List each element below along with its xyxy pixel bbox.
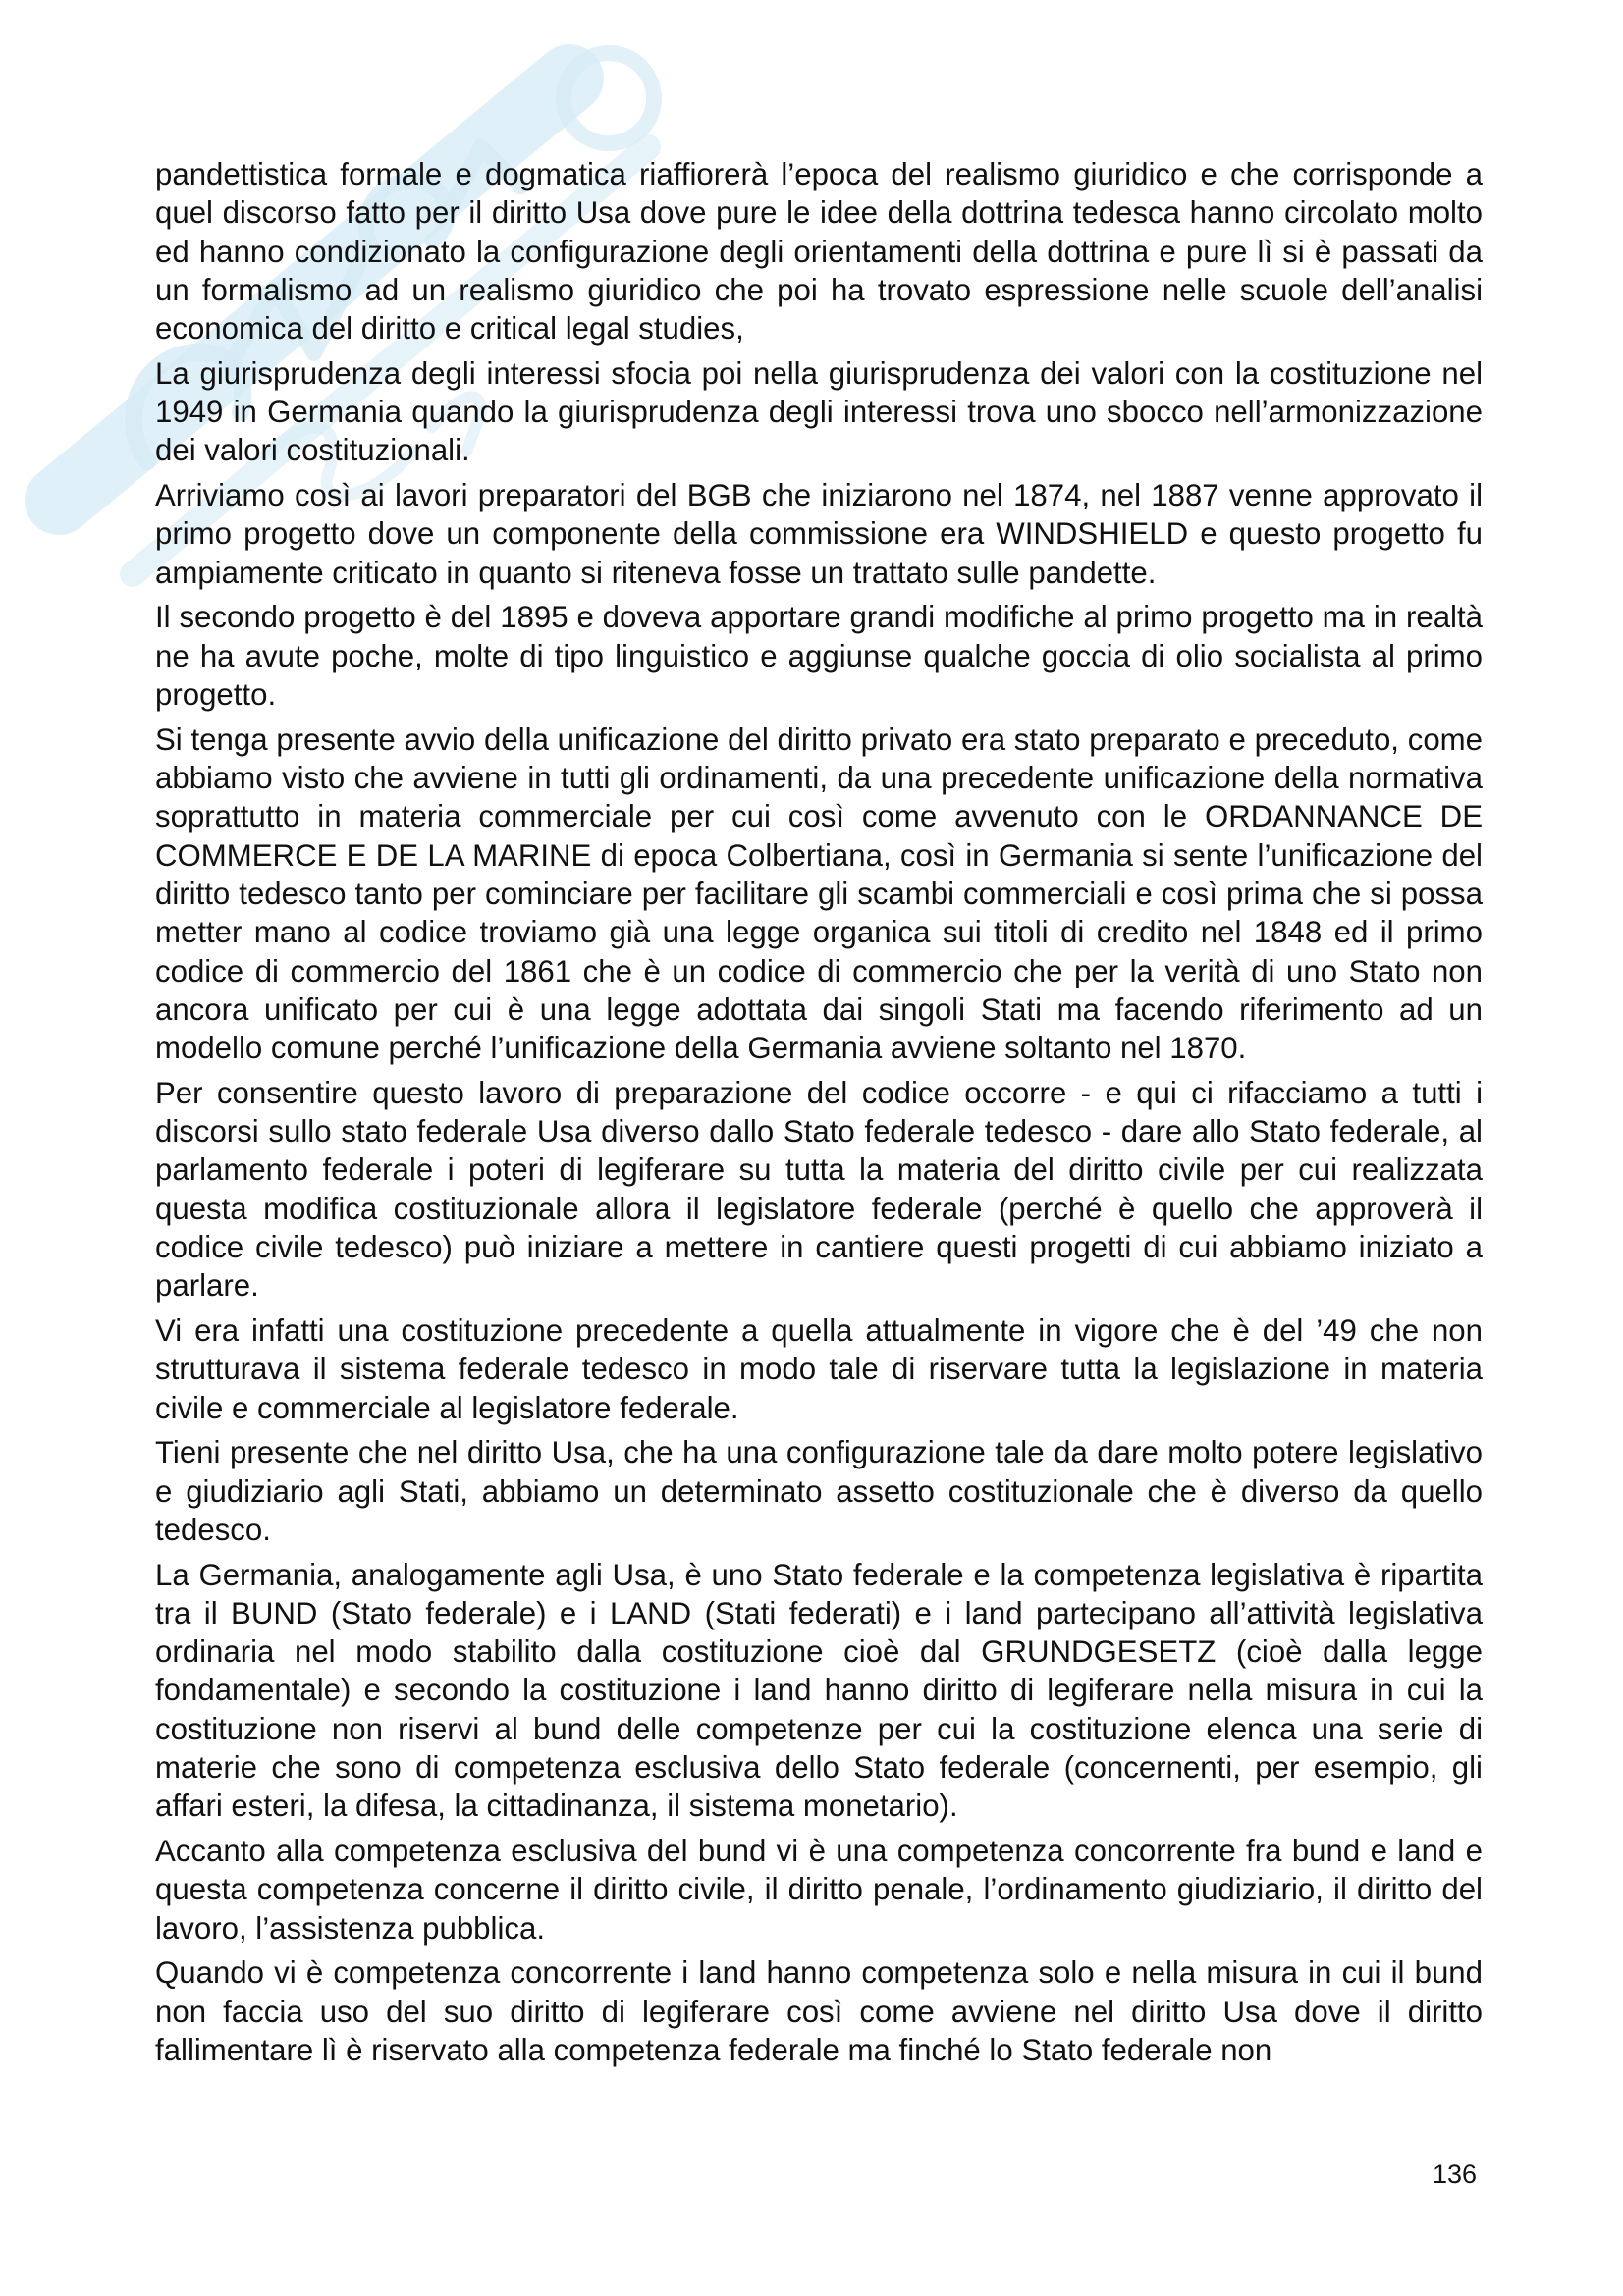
paragraph: Accanto alla competenza esclusiva del bund vi è una competenza concorrente fra bund e land e questa competenza concerne il diritto civile, il diritto penale, l’ordinamento giudiziario, il diritto del lavoro, l’assistenza pubblica.	[155, 1833, 1483, 1946]
paragraph: Quando vi è competenza concorrente i land hanno competenza solo e nella misura in cui il bund non faccia uso del suo diritto di legiferare così come avviene nel diritto Usa dove il diritto fallimentare lì è riservato alla competenza federale ma finché lo Stato federale non	[155, 1955, 1483, 2067]
paragraph: La Germania, analogamente agli Usa, è uno Stato federale e la competenza legislativa è ripartita tra il BUND (Stato federale) e i LAND (Stati federati) e i land partecipano all’attività legislativa ordinaria nel modo stabilito dalla costituzione cioè dal GRUNDGESETZ (cioè dalla legge fondamentale) e secondo la costituzione i land hanno diritto di legiferare nella misura in cui la costituzione non riservi al bund delle competenze per cui la costituzione elenca una serie di materie che sono di competenza esclusiva dello Stato federale (concernenti, per esempio, gli affari esteri, la difesa, la cittadinanza, il sistema monetario).	[155, 1557, 1483, 1824]
paragraph: Per consentire questo lavoro di preparazione del codice occorre - e qui ci rifacciamo a tutti i discorsi sullo stato federale Usa diverso dallo Stato federale tedesco - dare allo Stato federale, al parlamento federale i poteri di legiferare su tutta la materia del diritto civile per cui realizzata questa modifica costituzionale allora il legislatore federale (perché è quello che approverà il codice civile tedesco) può iniziare a mettere in cantiere questi progetti di cui abbiamo iniziato a parlare.	[155, 1075, 1483, 1304]
paragraph: Si tenga presente avvio della unificazione del diritto privato era stato preparato e preceduto, come abbiamo visto che avviene in tutti gli ordinamenti, da una precedente unificazione della normativa soprattutto in materia commerciale per cui così come avvenuto con le ORDANNANCE DE COMMERCE E DE LA MARINE di epoca Colbertiana, così in Germania si sente l’unificazione del diritto tedesco tanto per cominciare per facilitare gli scambi commerciali e così prima che si possa metter mano al codice troviamo già una legge organica sui titoli di credito nel 1848 ed il primo codice di commercio del 1861 che è un codice di commercio che per la verità di uno Stato non ancora unificato per cui è una legge adottata dai singoli Stati ma facendo riferimento ad un modello comune perché l’unificazione della Germania avviene soltanto nel 1870.	[155, 721, 1483, 1066]
body-text	[155, 155, 1483, 2076]
paragraph: Vi era infatti una costituzione precedente a quella attualmente in vigore che è del ’49 che non strutturava il sistema federale tedesco in modo tale di riservare tutta la legislazione in materia civile e commerciale al legislatore federale.	[155, 1312, 1483, 1425]
paragraph: pandettistica formale e dogmatica riaffiorerà l’epoca del realismo giuridico e che corrisponde a quel discorso fatto per il diritto Usa dove pure le idee della dottrina tedesca hanno circolato molto ed hanno condizionato la configurazione degli orientamenti della dottrina e pure lì si è passati da un formalismo ad un realismo giuridico che poi ha trovato espressione nelle scuole dell’analisi economica del diritto e critical legal studies,	[155, 157, 1483, 347]
page-number: 136	[1432, 2160, 1477, 2189]
paragraph: La giurisprudenza degli interessi sfocia poi nella giurisprudenza dei valori con la costituzione nel 1949 in Germania quando la giurisprudenza degli interessi trova uno sbocco nell’armonizzazione dei valori costituzionali.	[155, 355, 1483, 468]
paragraph: Tieni presente che nel diritto Usa, che ha una configurazione tale da dare molto potere legislativo e giudiziario agli Stati, abbiamo un determinato assetto costituzionale che è diverso da quello tedesco.	[155, 1435, 1483, 1547]
paragraph: Il secondo progetto è del 1895 e doveva apportare grandi modifiche al primo progetto ma in realtà ne ha avute poche, molte di tipo linguistico e aggiunse qualche goccia di olio socialista al primo progetto.	[155, 600, 1483, 713]
paragraph: Arriviamo così ai lavori preparatori del BGB che iniziarono nel 1874, nel 1887 venne approvato il primo progetto dove un componente della commissione era WINDSHIELD e questo progetto fu ampiamente criticato in quanto si riteneva fosse un trattato sulle pandette.	[155, 478, 1483, 590]
